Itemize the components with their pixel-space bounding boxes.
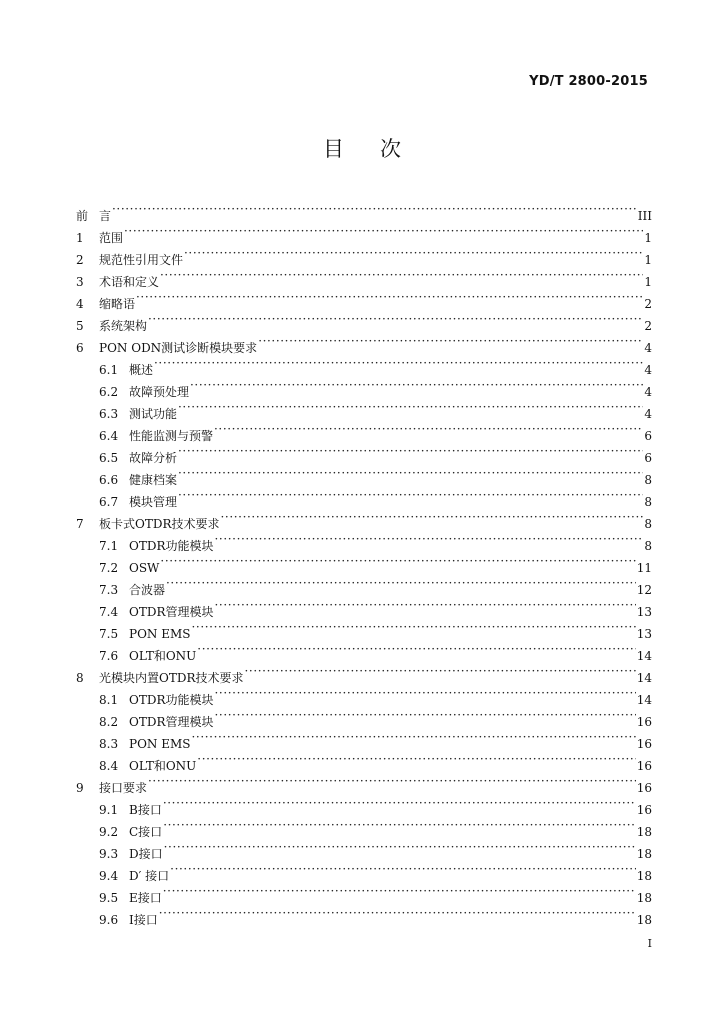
toc-entry-number: 6 xyxy=(76,341,84,355)
toc-entry[interactable] xyxy=(76,242,652,267)
toc-entry-number: 8.4 xyxy=(99,759,119,773)
toc-entry-title: 合波器 xyxy=(129,583,166,597)
toc-entry-page: 2 xyxy=(644,297,652,311)
toc-entry-page: 18 xyxy=(636,825,652,839)
toc-dot-leader xyxy=(245,660,636,682)
toc-entry-page: 8 xyxy=(644,539,652,553)
toc-entry-page: 4 xyxy=(644,407,652,421)
toc-entry-number: 1 xyxy=(76,231,84,245)
toc-dot-leader xyxy=(178,484,643,506)
toc-dot-leader xyxy=(166,572,636,594)
toc-entry-title: 光模块内置OTDR技术要求 xyxy=(99,671,244,685)
toc-entry[interactable] xyxy=(76,374,652,399)
toc-dot-leader xyxy=(136,286,643,308)
toc-entry-page: 18 xyxy=(636,891,652,905)
toc-entry-title: 板卡式OTDR技术要求 xyxy=(99,517,220,531)
toc-entry-page: 14 xyxy=(636,649,652,663)
toc-entry-page: 18 xyxy=(636,847,652,861)
toc-entry-page: 16 xyxy=(636,803,652,817)
toc-dot-leader xyxy=(192,616,636,638)
toc-dot-leader xyxy=(184,242,643,264)
toc-entry-number: 2 xyxy=(76,253,84,267)
toc-dot-leader xyxy=(178,462,643,484)
toc-entry-title: D′ 接口 xyxy=(129,869,170,883)
toc-entry-title: 测试功能 xyxy=(129,407,178,421)
toc-entry-number: 6.1 xyxy=(99,363,119,377)
toc-dot-leader xyxy=(148,308,643,330)
toc-dot-leader xyxy=(215,704,636,726)
toc-dot-leader xyxy=(160,550,635,572)
page-number: I xyxy=(647,937,652,950)
toc-entry-number: 7.3 xyxy=(99,583,119,597)
toc-entry[interactable] xyxy=(76,902,652,927)
toc-entry-page: 4 xyxy=(644,385,652,399)
toc-dot-leader xyxy=(215,594,636,616)
toc-entry-number: 3 xyxy=(76,275,84,289)
toc-entry-title: 规范性引用文件 xyxy=(99,253,184,267)
toc-entry-title: 故障预处理 xyxy=(129,385,190,399)
toc-dot-leader xyxy=(215,528,644,550)
toc-entry-number: 6.3 xyxy=(99,407,119,421)
toc-dot-leader xyxy=(163,814,636,836)
toc-entry-number: 7.6 xyxy=(99,649,119,663)
toc-entry-number: 5 xyxy=(76,319,84,333)
toc-dot-leader xyxy=(178,440,643,462)
toc-dot-leader xyxy=(112,198,637,220)
toc-entry[interactable] xyxy=(76,880,652,905)
toc-entry-title: 范围 xyxy=(99,231,124,245)
toc-entry-title: OTDR管理模块 xyxy=(129,715,214,729)
toc-entry-number: 9.2 xyxy=(99,825,119,839)
toc-entry-title: D接口 xyxy=(129,847,163,861)
toc-entry-title: OTDR功能模块 xyxy=(129,539,214,553)
toc-entry-page: 13 xyxy=(636,605,652,619)
toc-entry-title: PON EMS xyxy=(129,737,191,751)
toc-entry-number: 6.6 xyxy=(99,473,119,487)
toc-entry-title: 概述 xyxy=(129,363,154,377)
toc-entry-number: 7.1 xyxy=(99,539,119,553)
toc-entry[interactable] xyxy=(76,198,652,223)
toc-dot-leader xyxy=(190,374,643,396)
toc-dot-leader xyxy=(214,418,643,440)
table-of-contents xyxy=(76,198,652,927)
toc-entry-page: 12 xyxy=(636,583,652,597)
toc-dot-leader xyxy=(148,770,636,792)
toc-entry-page: 16 xyxy=(636,715,652,729)
toc-entry-page: 18 xyxy=(636,869,652,883)
toc-entry-title: 健康档案 xyxy=(129,473,178,487)
toc-entry-number: 7.4 xyxy=(99,605,119,619)
toc-entry-title: 术语和定义 xyxy=(99,275,160,289)
toc-entry-title: C接口 xyxy=(129,825,163,839)
toc-dot-leader xyxy=(192,726,636,748)
toc-entry[interactable] xyxy=(76,792,652,817)
toc-dot-leader xyxy=(197,748,635,770)
toc-entry[interactable] xyxy=(76,550,652,575)
toc-entry[interactable] xyxy=(76,330,652,355)
toc-entry-title: PON ODN测试诊断模块要求 xyxy=(99,341,258,355)
toc-dot-leader xyxy=(160,264,643,286)
toc-entry-title: 模块管理 xyxy=(129,495,178,509)
toc-entry-page: 1 xyxy=(644,275,652,289)
toc-dot-leader xyxy=(159,902,636,924)
toc-entry[interactable] xyxy=(76,770,652,795)
toc-entry-page: 2 xyxy=(644,319,652,333)
toc-entry-page: 11 xyxy=(636,561,652,575)
toc-entry-title: OLT和ONU xyxy=(129,649,197,663)
toc-entry-title: 故障分析 xyxy=(129,451,178,465)
toc-entry-page: 1 xyxy=(644,253,652,267)
toc-entry[interactable] xyxy=(76,352,652,377)
toc-entry-title: E接口 xyxy=(129,891,162,905)
toc-entry-title: B接口 xyxy=(129,803,162,817)
toc-entry-page: 4 xyxy=(644,341,652,355)
toc-entry-page: 4 xyxy=(644,363,652,377)
toc-entry-page: 6 xyxy=(644,451,652,465)
toc-entry-page: 16 xyxy=(636,737,652,751)
toc-entry-page: 13 xyxy=(636,627,652,641)
toc-entry-title: OSW xyxy=(129,561,160,575)
toc-dot-leader xyxy=(170,858,636,880)
toc-entry-number: 9.3 xyxy=(99,847,119,861)
toc-entry-title: I接口 xyxy=(129,913,158,927)
toc-entry-page: 8 xyxy=(644,517,652,531)
toc-entry-title: OTDR功能模块 xyxy=(129,693,214,707)
toc-dot-leader xyxy=(154,352,643,374)
toc-entry-page: 6 xyxy=(644,429,652,443)
toc-entry-title: OTDR管理模块 xyxy=(129,605,214,619)
toc-entry-page: 8 xyxy=(644,473,652,487)
toc-dot-leader xyxy=(163,792,636,814)
toc-entry-number: 7 xyxy=(76,517,84,531)
toc-dot-leader xyxy=(215,682,636,704)
toc-dot-leader xyxy=(163,880,636,902)
toc-entry-title: 系统架构 xyxy=(99,319,148,333)
toc-entry-page: 1 xyxy=(644,231,652,245)
toc-entry-number: 7.2 xyxy=(99,561,119,575)
toc-entry-title: 缩略语 xyxy=(99,297,136,311)
document-code: YD/T 2800-2015 xyxy=(529,74,648,89)
toc-entry-title: OLT和ONU xyxy=(129,759,197,773)
toc-entry[interactable] xyxy=(76,264,652,289)
toc-entry-page: III xyxy=(637,209,652,223)
toc-dot-leader xyxy=(124,220,643,242)
toc-entry[interactable] xyxy=(76,220,652,245)
toc-dot-leader xyxy=(197,638,635,660)
toc-entry-page: 14 xyxy=(636,671,652,685)
toc-entry-number: 9.5 xyxy=(99,891,119,905)
toc-entry-number: 9.1 xyxy=(99,803,119,817)
toc-entry[interactable] xyxy=(76,308,652,333)
toc-entry-title: PON EMS xyxy=(129,627,191,641)
toc-entry[interactable] xyxy=(76,814,652,839)
toc-entry-page: 8 xyxy=(644,495,652,509)
toc-dot-leader xyxy=(258,330,643,352)
toc-entry-number: 4 xyxy=(76,297,84,311)
toc-entry-number: 8.2 xyxy=(99,715,119,729)
toc-entry-number: 8.1 xyxy=(99,693,119,707)
toc-entry-page: 16 xyxy=(636,759,652,773)
toc-dot-leader xyxy=(178,396,643,418)
toc-entry-number: 7.5 xyxy=(99,627,119,641)
toc-entry[interactable] xyxy=(76,572,652,597)
toc-entry-number: 6.5 xyxy=(99,451,119,465)
toc-entry-title: 接口要求 xyxy=(99,781,148,795)
toc-entry-number: 8 xyxy=(76,671,84,685)
toc-entry-title: 言 xyxy=(99,209,112,223)
toc-entry-number: 9.6 xyxy=(99,913,119,927)
toc-entry[interactable] xyxy=(76,836,652,861)
page-title: 目次 xyxy=(323,137,437,161)
toc-entry-number: 6.2 xyxy=(99,385,119,399)
toc-entry-page: 14 xyxy=(636,693,652,707)
toc-entry-page: 16 xyxy=(636,781,652,795)
toc-entry-title: 性能监测与预警 xyxy=(129,429,214,443)
toc-entry-number: 8.3 xyxy=(99,737,119,751)
toc-entry-page: 18 xyxy=(636,913,652,927)
toc-entry-number: 前 xyxy=(76,209,89,223)
toc-entry-number: 9.4 xyxy=(99,869,119,883)
toc-dot-leader xyxy=(221,506,644,528)
toc-entry[interactable] xyxy=(76,286,652,311)
toc-entry-number: 6.7 xyxy=(99,495,119,509)
toc-dot-leader xyxy=(164,836,636,858)
toc-entry-number: 9 xyxy=(76,781,84,795)
toc-entry-number: 6.4 xyxy=(99,429,119,443)
